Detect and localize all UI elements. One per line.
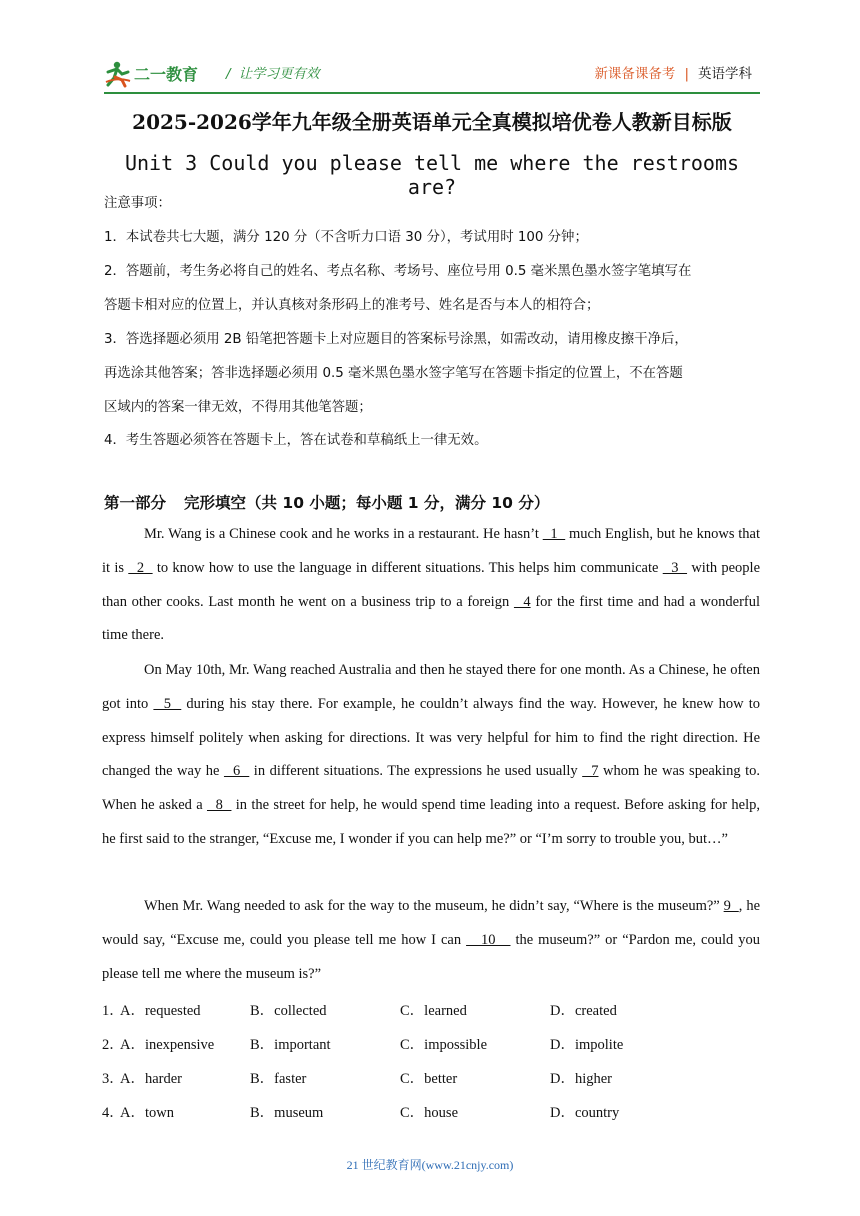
question-number: 1． [102, 1003, 124, 1019]
option-a: A．harder [120, 1071, 183, 1087]
option-a: A．requested [120, 1003, 201, 1019]
header-right [594, 62, 752, 82]
header-rule [104, 92, 760, 94]
blank-9: 9 [723, 898, 739, 914]
notice-heading: 注意事项： [104, 196, 171, 211]
option-d: D．higher [550, 1071, 613, 1087]
option-c: C．learned [400, 1003, 467, 1019]
blank-1: 1 [542, 526, 566, 542]
blank-10: 10 [466, 931, 511, 948]
notice-line: 区域内的答案一律无效，不得用其他笔答题； [104, 400, 372, 415]
option-d: D．country [550, 1105, 620, 1121]
unit-title: Unit 3 Could you please tell me where the restrooms are? [124, 151, 740, 199]
blank-3: 3 [662, 559, 688, 576]
notice-line: 答题卡相对应的位置上，并认真核对条形码上的准考号、姓名是否与本人的相符合； [104, 298, 600, 313]
option-b: B．museum [250, 1105, 324, 1121]
option-c: C．house [400, 1105, 458, 1121]
logo-text: 二一教育 [134, 65, 199, 84]
option-c: C．better [400, 1071, 458, 1087]
blank-6: 6 [223, 763, 250, 780]
option-c: C．impossible [400, 1037, 488, 1053]
passage-paragraph-3: When Mr. Wang needed to ask for the way to the museum, he didn’t say, “Where is the museum?” 9 , he would say, “Excuse me, could you please tell me how I can 10 the museum?” or “Pardon me, could you please tell me where the museum is?” [102, 898, 761, 982]
header-tag-b: 英语学科 [698, 66, 752, 82]
blank-2: 2 [128, 559, 153, 576]
notice-line: 再选涂其他答案；答非选择题必须用 0.5 毫米黑色墨水签字笔写在答题卡指定的位置上，不在答题 [104, 366, 683, 381]
logo [104, 58, 214, 88]
section-heading: 第一部分 完形填空（共 10 小题；每小题 1 分，满分 10 分） [104, 494, 550, 512]
notice-line: 3．答选择题必须用 2B 铅笔把答题卡上对应题目的答案标号涂黑，如需改动，请用橡皮擦干净后， [104, 332, 688, 347]
option-a: A．town [120, 1105, 174, 1121]
option-b: B．important [250, 1037, 331, 1053]
blank-8: 8 [206, 797, 232, 814]
notice-line: 1．本试卷共七大题，满分 120 分（不含听力口语 30 分），考试用时 100 分钟； [104, 230, 588, 245]
header-separator: | [684, 66, 689, 82]
question-number: 4． [102, 1105, 124, 1121]
option-d: D．created [550, 1003, 617, 1019]
header-tag-a: 新课备课备考 [594, 66, 676, 82]
notice-line: 4．考生答题必须答在答题卡上，答在试卷和草稿纸上一律无效。 [104, 433, 488, 448]
option-d: D．impolite [550, 1037, 624, 1053]
blank-5: 5 [153, 695, 182, 712]
option-b: B．collected [250, 1003, 327, 1019]
blank-7: 7 [582, 763, 599, 780]
page-title: 2025-2026学年九年级全册英语单元全真模拟培优卷人教新目标版 [132, 110, 732, 134]
footer-link[interactable]: 21 世纪教育网(www.21cnjy.com) [346, 1158, 514, 1172]
question-number: 3． [102, 1071, 124, 1087]
passage-paragraph-1: Mr. Wang is a Chinese cook and he works in a restaurant. He hasn’t 1 much English, but he knows that it is 2 to know how to use the language in different situations. This helps him communicate 3 with people than other cooks. Last month he went on a business trip to a foreign 4 for the first time and had a wonderful time there. [102, 526, 761, 644]
slogan: / 让学习更有效 [226, 66, 320, 82]
option-a: A．inexpensive [120, 1037, 215, 1053]
passage-paragraph-2: On May 10th, Mr. Wang reached Australia and then he stayed there for one month. As a Chinese, he often got into 5 during his stay there. For example, he couldn’t always find the way. However, he knew how to express himself politely when asking for directions. It was very helpful for him to find the right direction. He changed the way he 6 in different situations. The expressions he used usually 7 whom he was speaking to. When he asked a 8 in the street for help, he would spend time leading into a request. Before asking for help, he first said to the stranger, “Excuse me, I wonder if you can help me?” or “I’m sorry to trouble you, but…” [102, 662, 761, 847]
page-header [104, 58, 760, 92]
option-b: B．faster [250, 1071, 307, 1087]
blank-4: 4 [513, 593, 531, 610]
question-number: 2． [102, 1037, 124, 1053]
notice-line: 2．答题前，考生务必将自己的姓名、考点名称、考场号、座位号用 0.5 毫米黑色墨水签字笔填写在 [104, 264, 692, 279]
